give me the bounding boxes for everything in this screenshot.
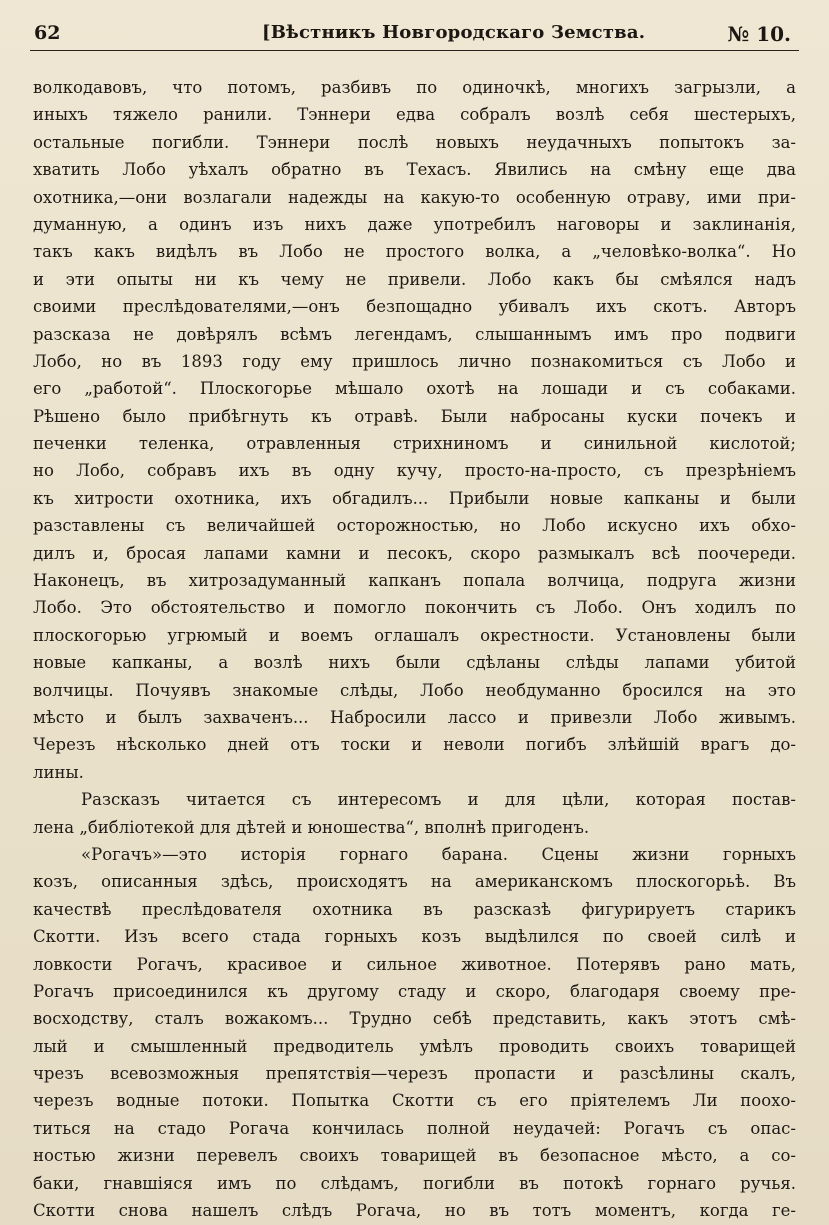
text-line: лый и смышленный предводитель умѣлъ проводить своихъ товарищей	[33, 1036, 796, 1056]
text-line: его „работой“. Плоскогорье мѣшало охотѣ на лошади и съ собаками.	[33, 379, 796, 399]
text-line: и эти опыты ни къ чему не привели. Лобо какъ бы смѣялся надъ	[33, 269, 796, 289]
text-line: Скотти снова нашелъ слѣдъ Рогача, но въ тотъ моментъ, когда ге-	[33, 1201, 796, 1221]
text-line: печенки теленка, отравленныя стрихниномъ и синильной кислотой;	[33, 434, 796, 454]
text-line: баки, гнавшіяся имъ по слѣдамъ, погибли въ потокѣ горнаго ручья.	[33, 1173, 796, 1193]
text-line: дилъ и, бросая лапами камни и песокъ, скоро размыкалъ всѣ поочереди.	[33, 543, 796, 563]
text-line: ловкости Рогачъ, красивое и сильное животное. Потерявъ рано мать,	[33, 954, 796, 974]
text-line: разсказа не довѣрялъ всѣмъ легендамъ, слышаннымъ имъ про подвиги	[33, 324, 796, 344]
text-line: качествѣ преслѣдователя охотника въ разсказѣ фигурируетъ старикъ	[33, 899, 796, 919]
text-line: разставлены съ величайшей осторожностью, но Лобо искусно ихъ обхо-	[33, 516, 796, 536]
text-line: ностью жизни перевелъ своихъ товарищей въ безопасное мѣсто, а со-	[33, 1146, 796, 1166]
text-line: титься на стадо Рогача кончилась полной неудачей: Рогачъ съ опас-	[33, 1118, 796, 1138]
issue-number: № 10.	[727, 22, 791, 46]
text-line: Наконецъ, въ хитрозадуманный капканъ попала волчица, подруга жизни	[33, 571, 796, 591]
text-line: Скотти. Изъ всего стада горныхъ козъ выдѣлился по своей силѣ и	[33, 927, 796, 947]
article-body	[33, 74, 796, 1224]
text-line: иныхъ тяжело ранили. Тэннери едва собралъ возлѣ себя шестерыхъ,	[33, 105, 796, 125]
text-line: Рогачъ присоединился къ другому стаду и скоро, благодаря своему пре-	[33, 981, 796, 1001]
text-line: къ хитрости охотника, ихъ обгадилъ... Прибыли новые капканы и были	[33, 488, 796, 508]
text-line: Рѣшено было прибѣгнуть къ отравѣ. Были набросаны куски почекъ и	[33, 406, 796, 426]
journal-title: [Вѣстникъ Новгородскаго Земства.	[262, 22, 646, 43]
text-line: черезъ водные потоки. Попытка Скотти съ его пріятелемъ Ли поохо-	[33, 1091, 796, 1111]
text-line: Лобо. Это обстоятельство и помогло покончить съ Лобо. Онъ ходилъ по	[33, 598, 796, 618]
text-line: Лобо, но въ 1893 году ему пришлось лично познакомиться съ Лобо и	[33, 351, 796, 371]
text-line: хватить Лобо уѣхалъ обратно въ Техасъ. Явились на смѣну еще два	[33, 160, 796, 180]
text-line: восходству, сталъ вожакомъ... Трудно себѣ представить, какъ этотъ смѣ-	[33, 1009, 796, 1029]
text-line: но Лобо, собравъ ихъ въ одну кучу, просто-на-просто, съ презрѣніемъ	[33, 461, 796, 481]
running-header	[30, 16, 799, 51]
text-line: волчицы. Почуявъ знакомые слѣды, Лобо необдуманно бросился на это	[33, 680, 796, 700]
text-line: мѣсто и былъ захваченъ... Набросили лассо и привезли Лобо живымъ.	[33, 707, 796, 727]
text-line: лена „библіотекой для дѣтей и юношества“, вполнѣ пригоденъ.	[33, 817, 590, 837]
text-line: волкодавовъ, что потомъ, разбивъ по одиночкѣ, многихъ загрызли, а	[33, 78, 796, 97]
text-line: плоскогорью угрюмый и воемъ оглашалъ окрестности. Установлены были	[33, 625, 796, 645]
text-line: Черезъ нѣсколько дней отъ тоски и неволи погибъ злѣйшій врагъ до-	[33, 735, 796, 755]
text-line: Разсказъ читается съ интересомъ и для цѣли, которая постав-	[81, 790, 796, 810]
page-number: 62	[34, 22, 61, 44]
text-line: козъ, описанныя здѣсь, происходятъ на американскомъ плоскогорьѣ. Въ	[33, 872, 796, 892]
text-line: «Рогачъ»—это исторія горнаго барана. Сцены жизни горныхъ	[81, 844, 796, 864]
text-line: лины.	[33, 762, 84, 782]
text-line: новые капканы, а возлѣ нихъ были сдѣланы слѣды лапами убитой	[33, 653, 796, 673]
text-line: думанную, а одинъ изъ нихъ даже употребилъ наговоры и заклинанія,	[33, 214, 796, 234]
text-line: своими преслѣдователями,—онъ безпощадно убивалъ ихъ скотъ. Авторъ	[33, 297, 796, 317]
text-line: такъ какъ видѣлъ въ Лобо не простого волка, а „человѣко-волка“. Но	[33, 242, 796, 262]
text-line: чрезъ всевозможныя препятствія—черезъ пропасти и разсѣлины скалъ,	[33, 1064, 796, 1084]
text-line: остальные погибли. Тэннери послѣ новыхъ неудачныхъ попытокъ за-	[33, 132, 796, 152]
text-line: охотника,—они возлагали надежды на какую-то особенную отраву, ими при-	[33, 187, 796, 207]
